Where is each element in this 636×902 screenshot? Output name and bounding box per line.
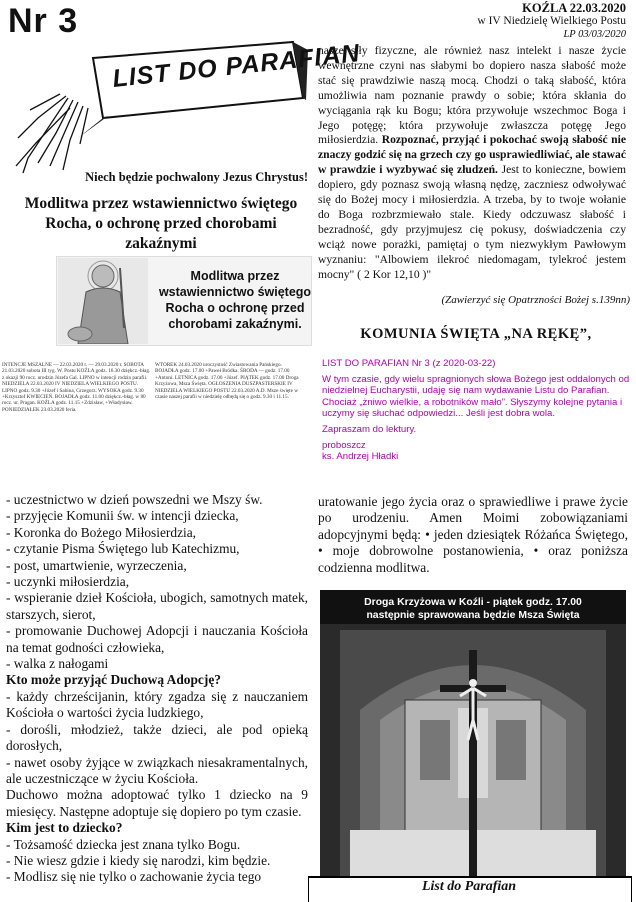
list-item: - przyjęcie Komunii św. w intencji dziecka,: [6, 508, 239, 524]
sunday-line: w IV Niedzielę Wielkiego Postu: [477, 15, 626, 27]
list-item: - Modlisz się nie tylko o zachowanie życia tego: [6, 869, 262, 885]
list-item: - Nie wiesz gdzie i kiedy się narodzi, kim będzie.: [6, 852, 271, 868]
list-item: - promowanie Duchowej Adopcji i nauczania Kościoła na temat godności człowieka,: [6, 623, 308, 655]
editor-note: [322, 358, 632, 468]
list-item: - czytanie Pisma Świętego lub Katechizmu,: [6, 541, 240, 557]
list-item: - Tożsamość dziecka jest znana tylko Bogu.: [6, 836, 241, 852]
photo-caption: [320, 596, 626, 622]
list-item: - nawet osoby żyjące w związkach niesakramentalnych, ale uczestniczące w życiu Kościoła.: [6, 754, 308, 786]
note-sign-role: proboszcz: [322, 440, 366, 452]
photo-caption-line2: następnie sprawowana będzie Msza Święta: [366, 610, 580, 621]
right-text-p2: Jest to konieczne, bowiem dopiero, gdy poznasz swoją własną nędzę, zaczniesz odwoływać się do Bożej mocy i miłosierdzia. A trzeba, by to twoje wołanie do Boga rozbrzmiewało stale. Kiedy odczuwasz słabość i bezradność, gdy przyjmujesz cię pokusy, doświadczenia czy wciąż nowe porażki, pamiętaj o tym niezwykłym Pawłowym wyznaniu: "Albowiem ilekroć niedomagam, tylekroć jestem mocny" ( 2 Kor 12,10 )": [318, 163, 626, 281]
note-paragraph: W tym czasie, gdy wielu spragnionych słowa Bożego jest oddalonych od niedzielnej Eucharystii, udaję się nam wydawanie Listu do Parafian. Chociaż „żniwo wielkie, a robotników mało”. Słyszymy kolejne pytania i uczymy się słuchać odpowiedzi... Jeśli jest dobra wola.: [322, 374, 630, 419]
right-column-middle: uratowanie jego życia oraz o sprawiedliwe i prawe życie po urodzeniu. Amen Moimi zobowiązaniami adopcyjnymi będą: • jeden dziesiątek Różańca Świętego, • moje dobrowolne postanowienia, • oraz poniższa codzienna modlitwa.: [318, 494, 628, 575]
saint-roch-illustration: [58, 258, 148, 344]
list-item: - walka z nałogami: [6, 656, 109, 672]
note-invite: Zapraszam do lektury.: [322, 424, 417, 436]
right-text-source: (Zawierzyć się Opatrzności Bożej s.139nn): [441, 294, 630, 306]
church-altar-photo: [320, 590, 626, 876]
mass-intentions-left: INTENCJE MSZALNE — 22.03.2020 r. — 29.03.2020 r. SOBOTA 21.03.2020 sobota III tyg. W. Postu KOŹLA godz. 16.30 dziękcz.-błag. z okazji 90 rocz. urodzin Józefa Gal. LIPNO w intencji rodzin parafii. NIEDZIELA 22.03.2020 IV NIEDZIELA WIELKIEGO POSTU. LIPNO godz. 9.30 +Józef i Sabina, Grzegorz. WYSOKA godz. 9.30 +Krzysztof KWIECIEŃ. BOJADŁA godz. 11.00 dziękcz.-błag. w 80 rocz. ur. Pragan. KOŹLA godz. 11.15 +Zdzisław, +Władysław. PONIEDZIAŁEK 23.03.2020 feria.: [2, 362, 151, 413]
paragraph: Duchowo można adoptować tylko 1 dziecko na 9 miesięcy. Następne adoptuje się dopiero po tym czasie.: [6, 787, 308, 819]
list-item: - wspieranie dzieł Kościoła, ubogich, samotnych matek, starszych, sierot,: [6, 590, 308, 622]
greeting: Niech będzie pochwalony Jezus Chrystus!: [85, 170, 308, 184]
note-sign-name: ks. Andrzej Hładki: [322, 451, 399, 463]
right-text-bold: Rozpoznać, przyjąć i pokochać swoją słabość nie znaczy godzić się na grzech czy go usprawiedliwiać, ale stawać w prawdzie i wyzbywać się złudzeń.: [318, 133, 626, 177]
list-item: - post, umartwienie, wyrzeczenia,: [6, 557, 187, 573]
date-line: KOŹLA 22.03.2020: [522, 1, 626, 15]
section-heading: Kto może przyjąć Duchową Adopcję?: [6, 672, 221, 688]
list-item: - dorośli, młodzież, także dzieci, ale pod opieką dorosłych,: [6, 721, 308, 754]
ref-line: LP 03/03/2020: [563, 29, 626, 40]
list-item: - każdy chrześcijanin, który zgadza się z nauczaniem Kościoła o wartości życia ludzkiego,: [6, 688, 308, 721]
komunia-heading: KOMUNIA ŚWIĘTA „NA RĘKĘ”,: [360, 326, 592, 342]
list-item: - uczestnictwo w dzień powszedni we Mszy św.: [6, 492, 263, 507]
date-block: [477, 2, 626, 41]
photo-caption-line1: Droga Krzyżowa w Koźli - piątek godz. 17.00: [364, 597, 582, 608]
prayer-title: Modlitwa przez wstawiennictwo świętego Rocha, o ochronę przed chorobami zakaźnymi: [24, 195, 298, 252]
right-column-text: [318, 44, 626, 283]
note-title: LIST DO PARAFIAN Nr 3 (z 2020-03-22): [322, 358, 496, 369]
right-text-p1: nasze siły fizyczne, ale również nasz intelekt i nasze życie wewnętrzne czyni nas słabymi bo dopiero nasza słabość może stać się prawdziwie naszą mocą. Chodzi o taką słabość, która umożliwia nam poznanie prawdy o sobie; która skłania do wyciągania rąk ku Bogu; która przywołuje wszechmoc Boga i Jego potęgę; która przywołuje zwłaszcza potęgę Jego miłosierdzia.: [318, 44, 626, 147]
mass-intentions-right: WTOREK 24.03.2020 uroczystość Zwiastowania Pańskiego. BOJADŁA godz. 17.00 +Paweł Bródka. ŚRODA — godz. 17.00 +Antoni. LETNICA godz. 17.00 +Józef. PIĄTEK godz. 17.00 Droga Krzyżowa, Msza Święta. OGŁOSZENIA DUSZPASTERSKIE IV NIEDZIELA WIELKIEGO POSTU 22.03.2020 A.D. Msze święte w czasie naszej parafii w niedzielę odbędą się o godz. 9.30 i 11.15.: [155, 362, 299, 401]
left-column-body: [6, 492, 308, 886]
masthead-title: LIST DO PARAFIAN: [111, 39, 362, 93]
list-item: - uczynki miłosierdzia,: [6, 574, 130, 590]
prayer-box-text: Modlitwa przez wstawiennictwo świętego Rocha o ochronę przed chorobami zakaźnymi.: [158, 269, 312, 331]
issue-number: Nr 3: [8, 2, 79, 40]
list-item: - Koronka do Bożego Miłosierdzia,: [6, 524, 197, 540]
section-heading: Kim jest to dziecko?: [6, 820, 123, 836]
footer-title: List do Parafian: [421, 879, 517, 894]
